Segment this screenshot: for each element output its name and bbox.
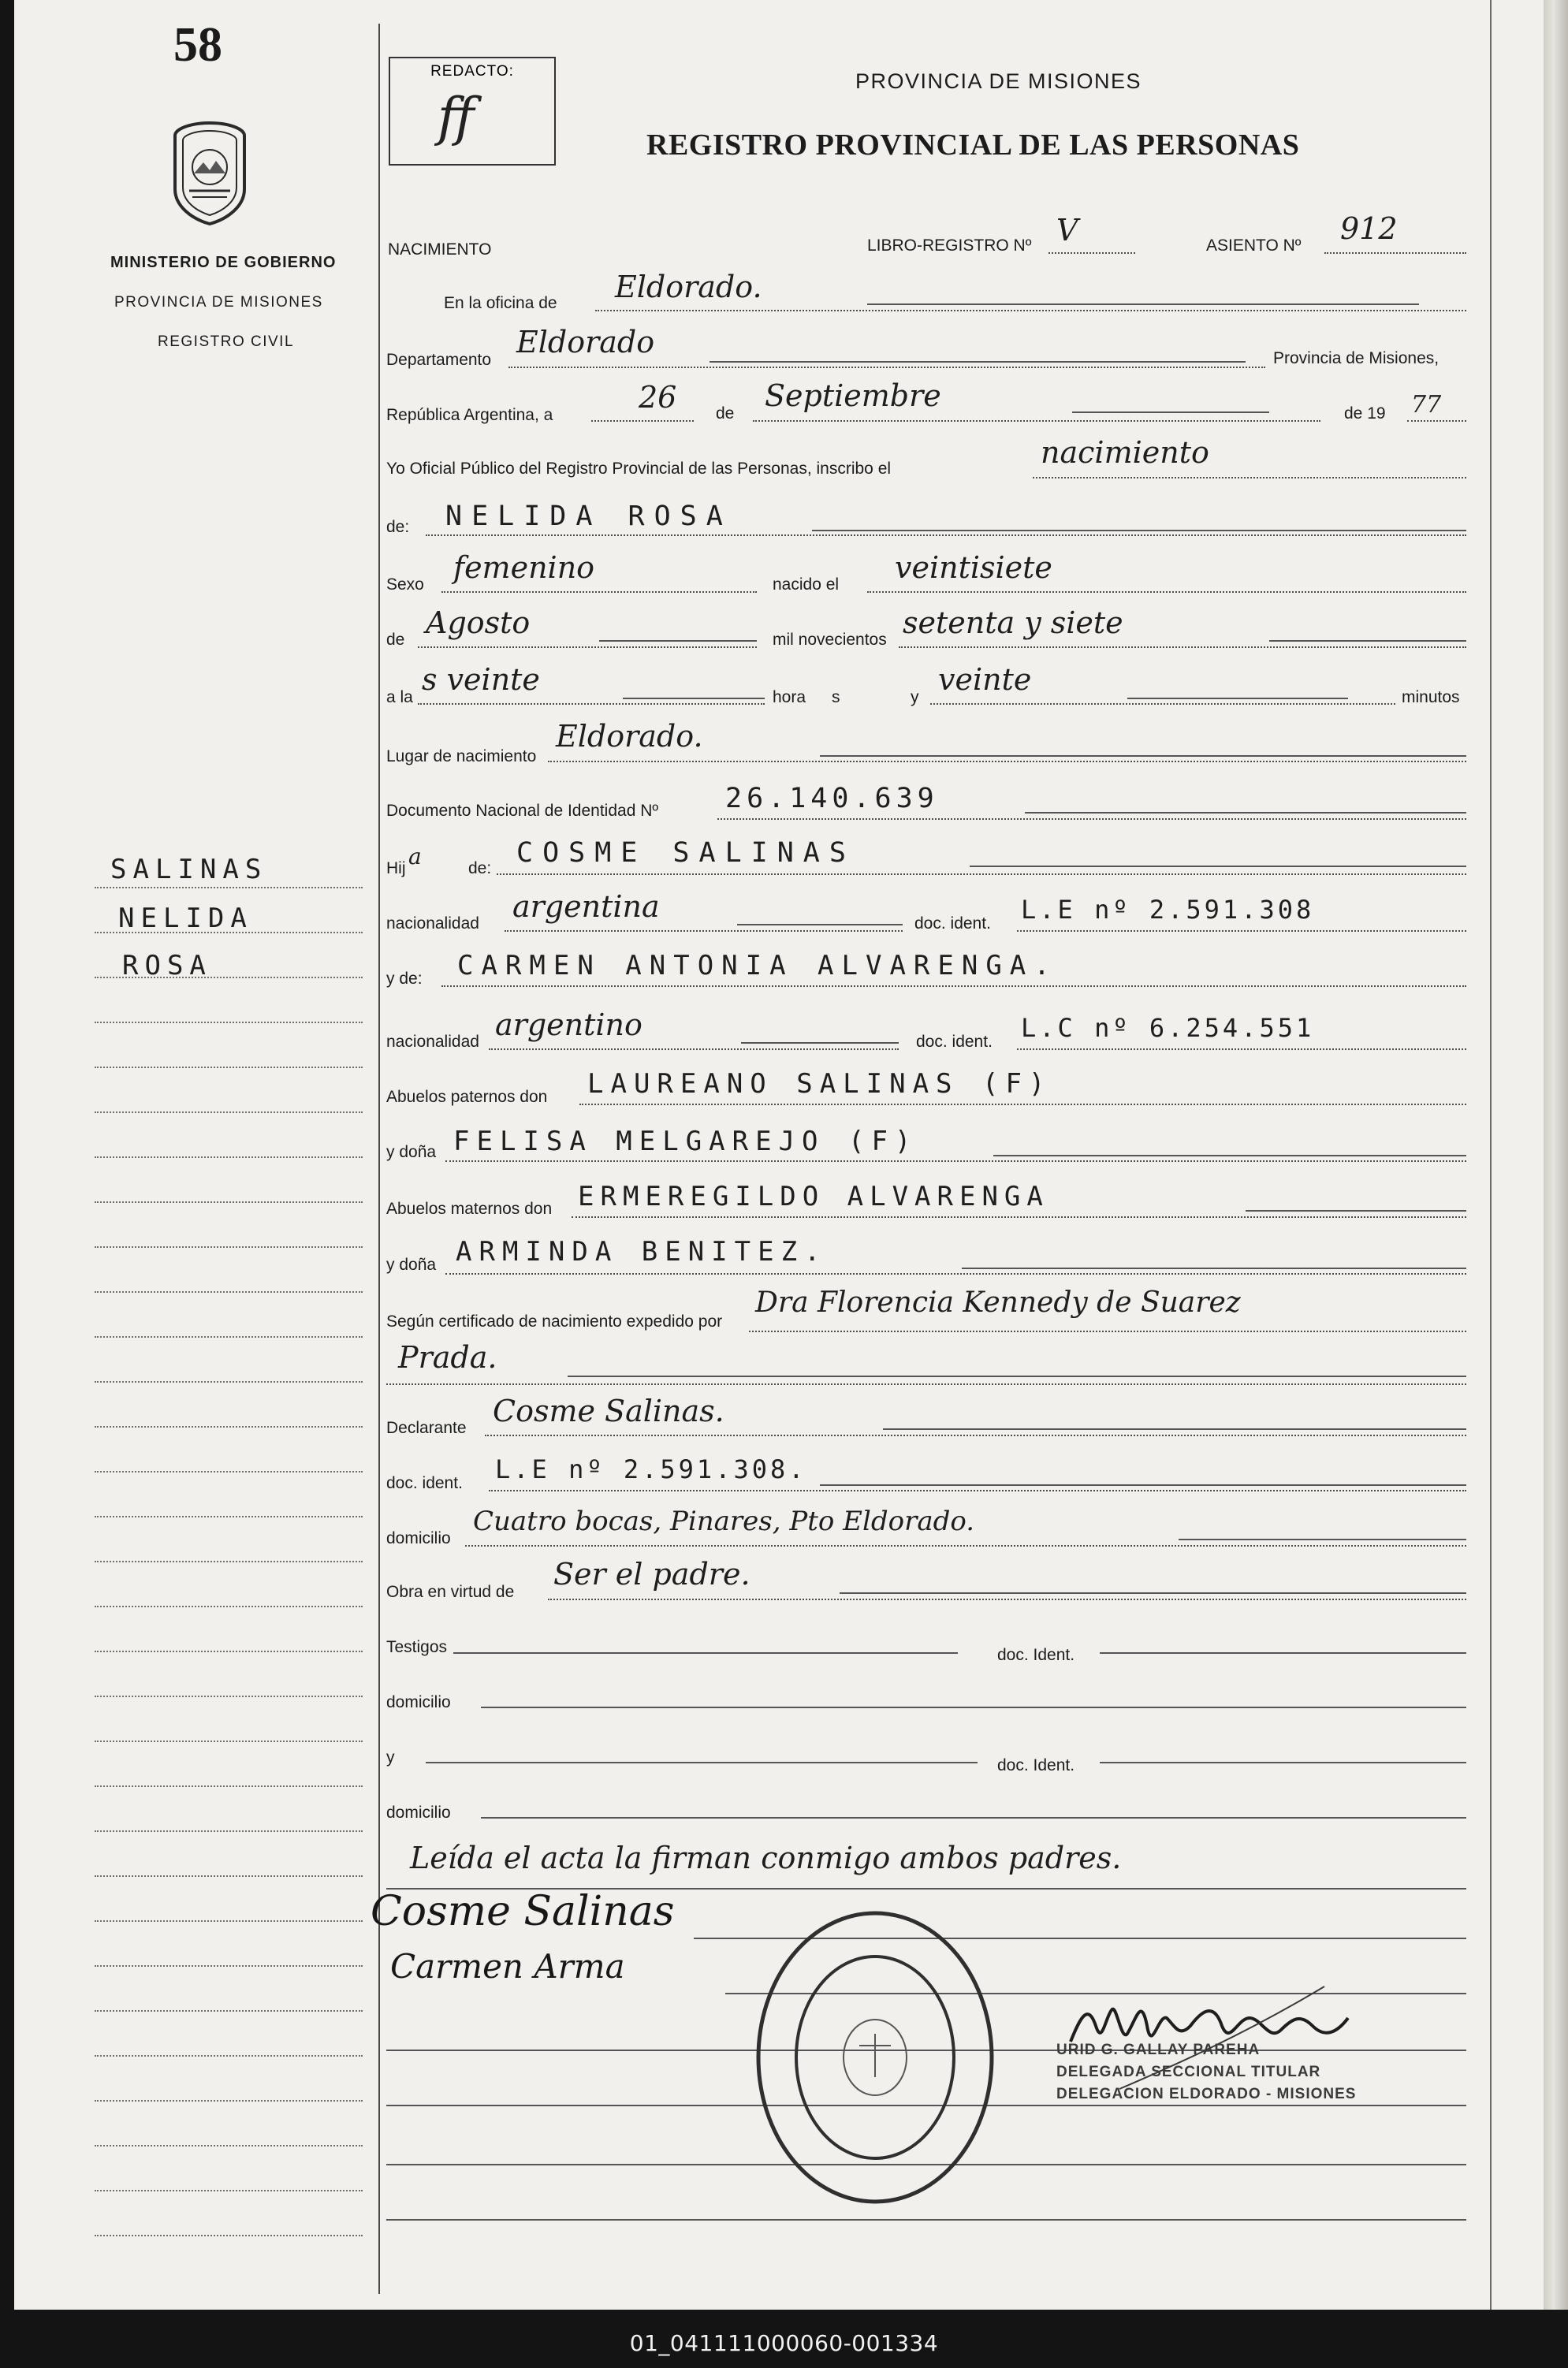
obra-label: Obra en virtud de: [386, 1583, 515, 1601]
dni-label: Documento Nacional de Identidad Nº: [386, 802, 659, 820]
nacido-label: nacido el: [773, 575, 840, 594]
year-value: 77: [1411, 391, 1442, 419]
asiento-value: 912: [1340, 211, 1398, 246]
docident-value: L.E nº 2.591.308.: [495, 1454, 807, 1484]
doc1-value: L.E nº 2.591.308: [1021, 895, 1315, 925]
margin-ruled-line: [95, 1201, 363, 1203]
title-province: PROVINCIA DE MISIONES: [855, 69, 1142, 93]
margin-ruled-line: [95, 1381, 363, 1383]
margin-ruled-line: [95, 1965, 363, 1967]
redacto-mark: ff: [438, 87, 475, 147]
doc1-label: doc. ident.: [914, 914, 991, 933]
margin-ruled-line: [95, 2055, 363, 2057]
abuelo-pat-value: LAUREANO SALINAS (F): [587, 1068, 1052, 1100]
margin-ruled-line: [95, 2145, 363, 2146]
margin-name-3: ROSA: [122, 950, 212, 981]
abuelos-pat-label: Abuelos paternos don: [386, 1088, 548, 1106]
margin-ruled-line: [95, 2190, 363, 2191]
nacido-value: veintisiete: [895, 550, 1052, 585]
lugar-value: Eldorado.: [556, 719, 703, 754]
province-label: PROVINCIA DE MISIONES: [114, 294, 323, 311]
hora-suffix: s: [832, 688, 840, 706]
dni-value: 26.140.639: [725, 783, 939, 814]
minutos-label: minutos: [1402, 688, 1460, 706]
right-rule: [1490, 0, 1492, 2310]
closing-text: Leída el acta la firman conmigo ambos padres.: [410, 1841, 1122, 1875]
margin-ruled-line: [95, 2010, 363, 2012]
margin-ruled-line: [95, 2100, 363, 2102]
libro-label: LIBRO-REGISTRO Nº: [867, 236, 1032, 255]
margin-ruled-line: [95, 887, 363, 888]
margin-ruled-line: [95, 1561, 363, 1562]
nac1-value: argentina: [512, 889, 660, 924]
title-registry: REGISTRO PROVINCIAL DE LAS PERSONAS: [646, 128, 1300, 162]
margin-ruled-line: [95, 1830, 363, 1832]
margin-ruled-line: [95, 1516, 363, 1517]
margin-ruled-line: [95, 1426, 363, 1428]
lugar-label: Lugar de nacimiento: [386, 747, 537, 765]
margin-ruled-line: [95, 1696, 363, 1697]
sexo-label: Sexo: [386, 575, 424, 594]
provincia-suffix: Provincia de Misiones,: [1273, 349, 1440, 367]
margin-ruled-line: [95, 1651, 363, 1652]
asiento-label: ASIENTO Nº: [1206, 236, 1302, 255]
certificado-label: Según certificado de nacimiento expedido por: [386, 1312, 723, 1331]
abuela-pat-value: FELISA MELGAREJO (F): [453, 1126, 918, 1157]
oficial-value: nacimiento: [1041, 435, 1209, 470]
libro-value: V: [1056, 213, 1078, 248]
domicilio-value: Cuatro bocas, Pinares, Pto Eldorado.: [473, 1506, 975, 1537]
margin-name-1: SALINAS: [110, 854, 268, 885]
abuelos-mat-label: Abuelos maternos don: [386, 1200, 553, 1218]
margin-ruled-line: [95, 1785, 363, 1787]
margin-ruled-line: [95, 1111, 363, 1113]
declarante-label: Declarante: [386, 1419, 467, 1437]
oficina-label: En la oficina de: [444, 294, 557, 312]
hora-value: s veinte: [422, 662, 540, 697]
margin-ruled-line: [95, 1067, 363, 1068]
margin-ruled-line: [95, 1920, 363, 1922]
margin-ruled-line: [95, 1875, 363, 1877]
minutos-value: veinte: [938, 662, 1032, 697]
signature-mother: Carmen Arma: [390, 1947, 625, 1986]
hijo-label: Hij: [386, 859, 406, 877]
domicilio-3-label: domicilio: [386, 1804, 451, 1822]
margin-name-2: NELIDA: [118, 903, 253, 934]
de2-label: de: [386, 631, 405, 649]
hijo-suffix: a: [408, 843, 422, 869]
oficial-label: Yo Oficial Público del Registro Provincial de las Personas, inscribo el: [386, 460, 892, 478]
margin-ruled-line: [95, 932, 363, 933]
padre-value: COSME SALINAS: [516, 837, 855, 869]
doc2-value: L.C nº 6.254.551: [1021, 1013, 1315, 1043]
nac2-label: nacionalidad: [386, 1033, 479, 1051]
y2-doc-label: doc. Ident.: [997, 1756, 1075, 1774]
madre-value: CARMEN ANTONIA ALVARENGA.: [457, 950, 1058, 981]
de-nombre-label: de:: [386, 518, 410, 536]
margin-ruled-line: [95, 1156, 363, 1158]
margin-ruled-line: [95, 1022, 363, 1023]
signature-father: Cosme Salinas: [371, 1888, 675, 1935]
nac2-value: argentino: [495, 1007, 642, 1042]
ydona1-label: y doña: [386, 1143, 437, 1161]
act-type-label: NACIMIENTO: [388, 240, 492, 259]
anio-nac-value: setenta y siete: [903, 605, 1123, 640]
provincial-seal-icon: [166, 118, 254, 229]
registry-round-stamp-icon: [753, 1908, 997, 2207]
certificado-value: Dra Florencia Kennedy de Suarez: [755, 1286, 1241, 1319]
abuelo-mat-value: ERMEREGILDO ALVARENGA: [578, 1181, 1049, 1212]
margin-ruled-line: [95, 2235, 363, 2236]
margin-ruled-line: [95, 1606, 363, 1607]
nac1-label: nacionalidad: [386, 914, 479, 933]
hijo-de-label: de:: [468, 859, 492, 877]
folio-number: 58: [173, 18, 222, 72]
image-caption: 01_041111000060-001334: [629, 2330, 939, 2356]
nombre-value: NELIDA ROSA: [445, 501, 732, 532]
republica-label: República Argentina, a: [386, 406, 553, 424]
ministry-label: MINISTERIO DE GOBIERNO: [110, 254, 337, 271]
official-stamp-line-1: URID G. GALLAY PAREHA: [1056, 2042, 1261, 2058]
redacto-box: [389, 57, 556, 166]
margin-ruled-line: [95, 1291, 363, 1293]
y2-label: y: [386, 1748, 395, 1767]
official-stamp-line-3: DELEGACION ELDORADO - MISIONES: [1056, 2086, 1357, 2102]
domicilio-label: domicilio: [386, 1529, 451, 1547]
oficina-value: Eldorado.: [615, 270, 762, 304]
margin-ruled-line: [95, 977, 363, 978]
declarante-value: Cosme Salinas.: [493, 1394, 724, 1428]
margin-rule: [378, 24, 380, 2294]
paper-edge: [1544, 0, 1568, 2310]
certificado-value-2: Prada.: [398, 1340, 497, 1375]
doc2-label: doc. ident.: [916, 1033, 993, 1051]
margin-ruled-line: [95, 1246, 363, 1248]
departamento-label: Departamento: [386, 351, 492, 369]
hora-label: hora: [773, 688, 806, 706]
official-stamp-line-2: DELEGADA SECCIONAL TITULAR: [1056, 2064, 1321, 2080]
redacto-label: REDACTO:: [430, 63, 514, 80]
margin-ruled-line: [95, 1336, 363, 1338]
margin-ruled-line: [95, 1741, 363, 1742]
obra-value: Ser el padre.: [553, 1557, 750, 1592]
domicilio-2-label: domicilio: [386, 1693, 451, 1711]
abuela-mat-value: ARMINDA BENITEZ.: [456, 1236, 828, 1268]
de-label: de: [716, 404, 735, 423]
ala-label: a la: [386, 688, 413, 706]
sexo-value: femenino: [453, 550, 595, 585]
registry-label: REGISTRO CIVIL: [158, 333, 295, 350]
yde-label: y de:: [386, 970, 423, 988]
year-label: de 19: [1344, 404, 1386, 423]
y-label: y: [911, 688, 919, 706]
testigos-doc-label: doc. Ident.: [997, 1646, 1075, 1664]
docident-label: doc. ident.: [386, 1474, 463, 1492]
mil-label: mil novecientos: [773, 631, 887, 649]
margin-ruled-line: [95, 1471, 363, 1473]
mes-nac-value: Agosto: [426, 605, 531, 640]
departamento-value: Eldorado: [516, 325, 655, 359]
testigos-label: Testigos: [386, 1638, 448, 1656]
mes-value: Septiembre: [765, 378, 941, 413]
dia-value: 26: [639, 380, 677, 415]
ydona2-label: y doña: [386, 1256, 437, 1274]
